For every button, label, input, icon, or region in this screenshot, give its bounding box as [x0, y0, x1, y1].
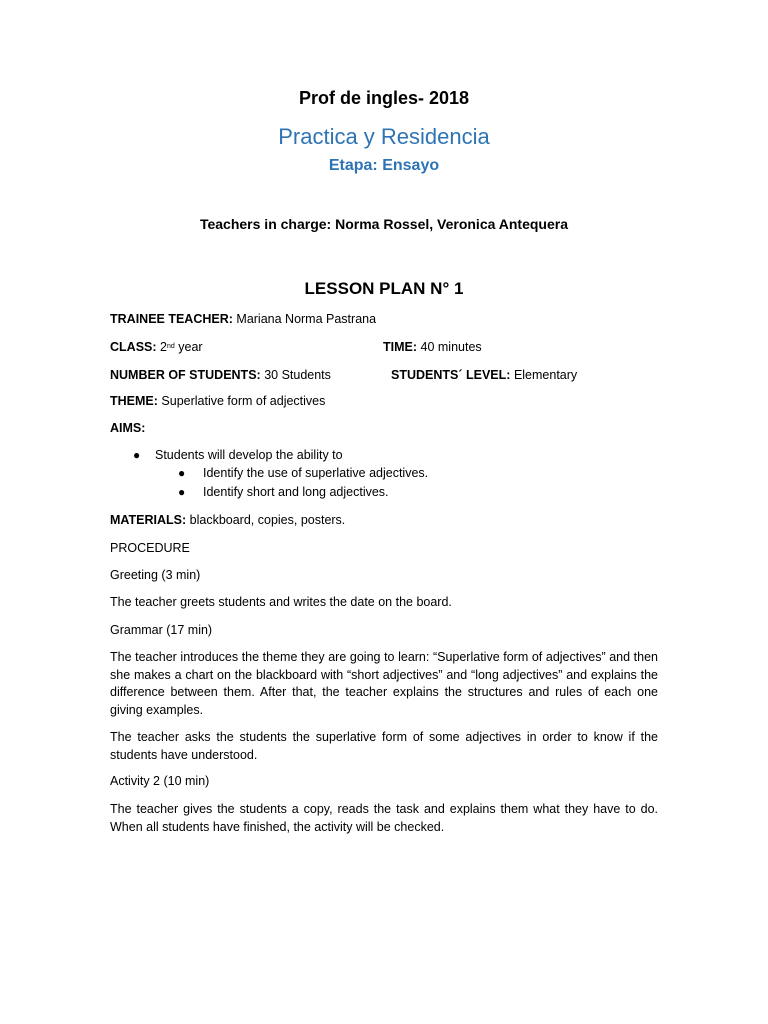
class-value: 2nd year	[160, 340, 203, 354]
activity2-heading: Activity 2 (10 min)	[110, 774, 210, 788]
time-label: TIME:	[383, 340, 418, 354]
class-label: CLASS:	[110, 340, 157, 354]
teachers-in-charge	[0, 216, 768, 232]
level-label: STUDENTS´ LEVEL:	[391, 368, 511, 382]
teachers-label: Teachers in charge:	[199, 216, 332, 232]
bullet-icon: ●	[178, 466, 186, 480]
theme-label: THEME:	[110, 394, 158, 408]
time-value: 40 minutes	[420, 340, 482, 354]
lesson-plan-heading: LESSON PLAN N° 1	[304, 279, 464, 298]
aims-label: AIMS:	[110, 421, 146, 435]
trainee-line	[110, 311, 376, 328]
activity2-text: The teacher gives the students a copy, reads the task and explains them what they have to do. When all students have finished, the activity will be checked.	[110, 802, 658, 834]
stage-subtitle: Etapa: Ensayo	[328, 157, 440, 174]
materials-line	[110, 512, 345, 529]
grammar-paragraph-2: The teacher asks the students the superlative form of some adjectives in order to know if the students have understood.	[110, 730, 658, 762]
greeting-heading: Greeting (3 min)	[110, 568, 201, 582]
aims-main: Students will develop the ability to	[155, 448, 343, 462]
bullet-icon: ●	[178, 485, 186, 499]
students-line	[110, 367, 331, 384]
bullet-icon: ●	[133, 448, 141, 462]
trainee-label: TRAINEE TEACHER:	[110, 312, 233, 326]
level-line	[391, 367, 577, 384]
time-line	[383, 339, 482, 356]
course-title: Prof de ingles- 2018	[298, 88, 470, 108]
class-line	[110, 339, 203, 356]
grammar-heading: Grammar (17 min)	[110, 623, 213, 637]
procedure-heading: PROCEDURE	[110, 541, 190, 555]
greeting-text: The teacher greets students and writes the date on the board.	[110, 595, 452, 609]
students-label: NUMBER OF STUDENTS:	[110, 368, 261, 382]
grammar-paragraph-1: The teacher introduces the theme they are going to learn: “Superlative form of adjectives” and then she makes a chart on the blackboard with “short adjectives” and “long adjectives” and explains the difference between them. After that, the teacher explains the structures and rules of each one giving examples.	[110, 650, 658, 717]
trainee-value: Mariana Norma Pastrana	[236, 312, 377, 326]
materials-value: blackboard, copies, posters.	[189, 513, 346, 527]
document-title: Practica y Residencia	[278, 124, 490, 149]
theme-value: Superlative form of adjectives	[161, 394, 326, 408]
level-value: Elementary	[513, 368, 578, 382]
aims-sub-item: Identify short and long adjectives.	[203, 485, 389, 499]
materials-label: MATERIALS:	[110, 513, 187, 527]
students-value: 30 Students	[264, 368, 331, 382]
teachers-value: Norma Rossel, Veronica Antequera	[335, 216, 569, 232]
theme-line	[110, 393, 325, 410]
aims-sub-item: Identify the use of superlative adjectives.	[203, 466, 429, 480]
